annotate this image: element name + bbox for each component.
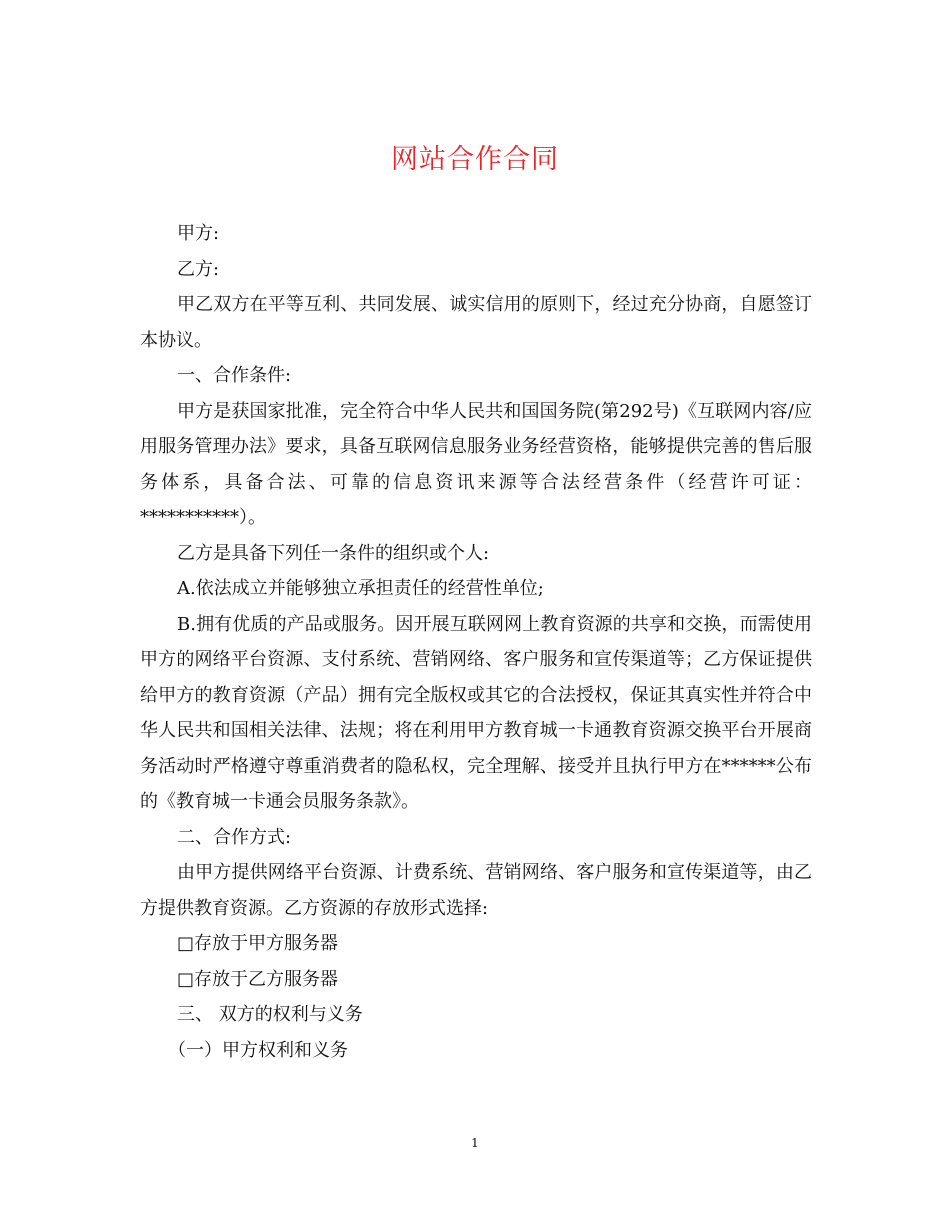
paragraph-party-a-conditions: 甲方是获国家批准，完全符合中华人民共和国国务院(第292号)《互联网内容/应用服务管理办法》要求，具备互联网信息服务业务经营资格，能够提供完善的售后服务体系，具备合法、可靠的信息资讯来源等合法经营条件（经营许可证：***********）。: [140, 400, 812, 528]
paragraph-preamble: 甲乙双方在平等互利、共同发展、诚实信用的原则下，经过充分协商，自愿签订本协议。: [140, 294, 812, 351]
paragraph-party-a: 甲方:: [177, 223, 220, 244]
list-item-a: A.依法成立并能够独立承担责任的经营性单位;: [177, 578, 544, 599]
checkbox-option-party-b-server: □存放于乙方服务器: [177, 968, 339, 990]
document-title: 网站合作合同: [391, 144, 559, 175]
paragraph-cooperation-method: 由甲方提供网络平台资源、计费系统、营销网络、客户服务和宣传渠道等，由乙方提供教育资源。乙方资源的存放形式选择:: [140, 862, 812, 919]
section-heading-rights-obligations: 三、 双方的权利与义务: [177, 1004, 363, 1025]
section-heading-cooperation-conditions: 一、合作条件:: [177, 365, 292, 386]
paragraph-party-b: 乙方:: [177, 258, 220, 280]
checkbox-option-party-a-server: □存放于甲方服务器: [177, 933, 339, 954]
subsection-heading-party-a-rights: （一）甲方权利和义务: [168, 1039, 348, 1061]
paragraph-party-b-conditions: 乙方是具备下列任一条件的组织或个人:: [177, 542, 490, 564]
document-body: [140, 216, 812, 1068]
list-item-b: B.拥有优质的产品或服务。因开展互联网网上教育资源的共享和交换，而需使用甲方的网络平台资源、支付系统、营销网络、客户服务和宣传渠道等；乙方保证提供给甲方的教育资源（产品）拥有完全版权或其它的合法授权，保证其真实性并符合中华人民共和国相关法律、法规；将在利用甲方教育城一卡通教育资源交换平台开展商务活动时严格遵守尊重消费者的隐私权，完全理解、接受并且执行甲方在******公布的《教育城一卡通会员服务条款》。: [140, 613, 812, 812]
section-heading-cooperation-method: 二、合作方式:: [177, 826, 292, 848]
page-number: 1: [471, 1136, 479, 1150]
